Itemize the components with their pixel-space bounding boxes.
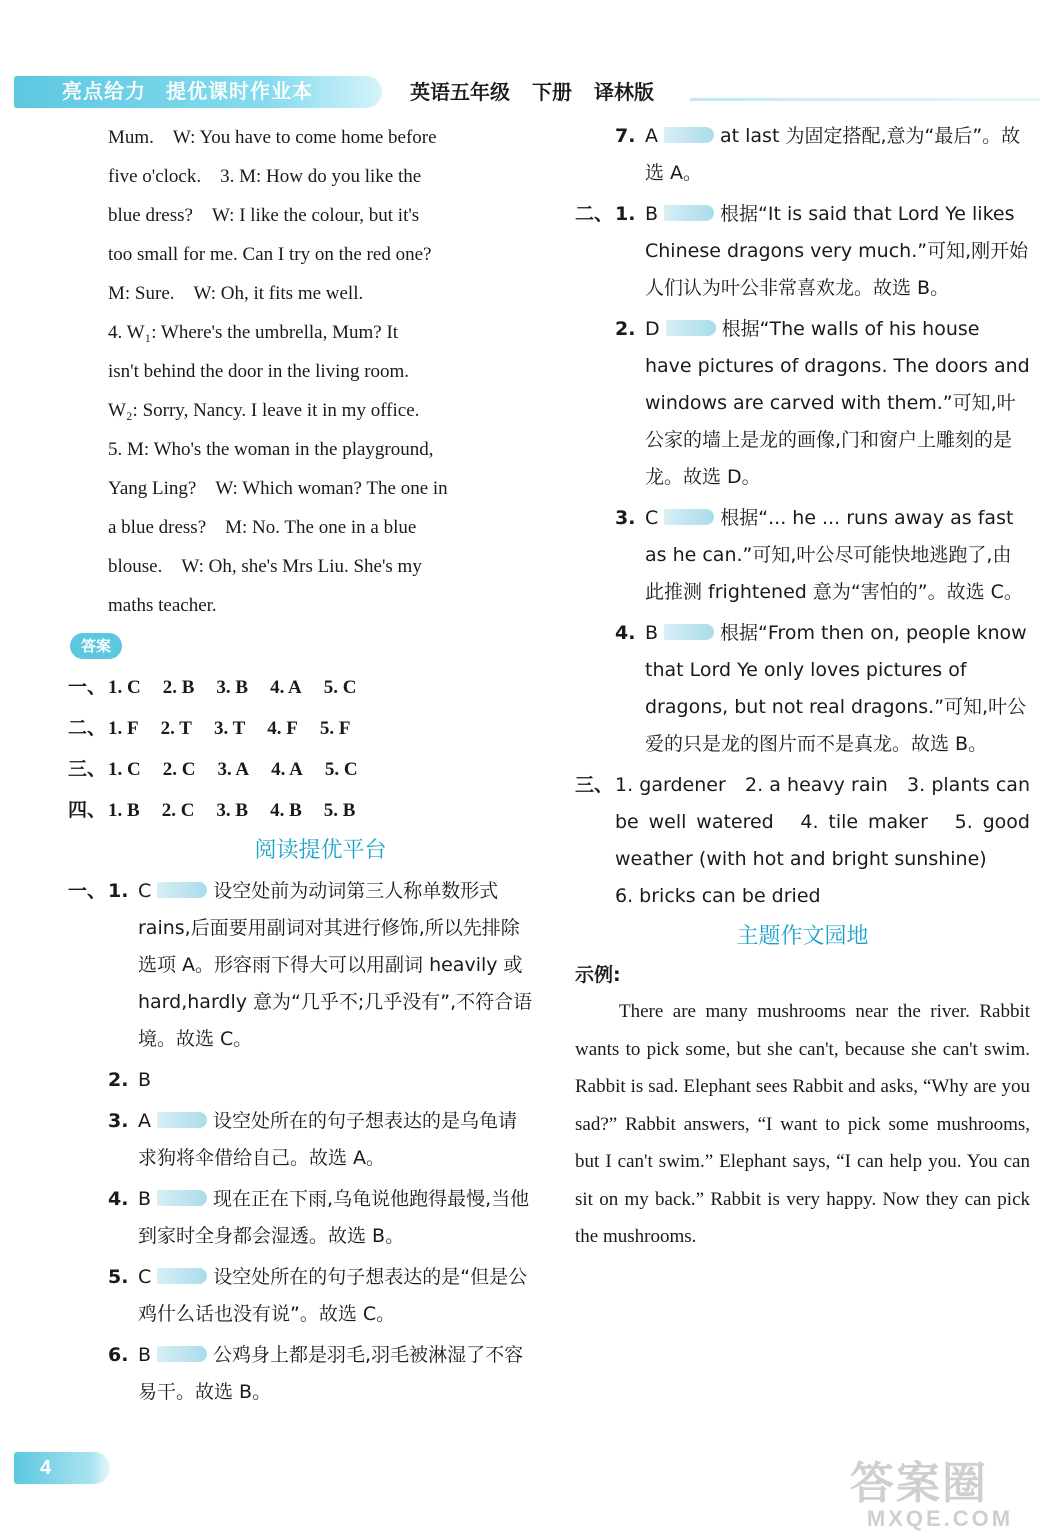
item-option: D — [645, 318, 660, 340]
item-number: 5. — [108, 1266, 129, 1288]
part2-answers — [575, 196, 1030, 763]
answer-item: 1. C — [108, 677, 141, 698]
transcript-line: too small for me. Can I try on the red one? — [108, 244, 432, 265]
book-edition: 译林版 — [594, 80, 654, 104]
reading-item — [108, 1062, 533, 1099]
transcript-line: Mum. W: You have to come home before — [108, 127, 437, 148]
item-number: 7. — [615, 125, 636, 147]
item-explanation: 根据“From then on, people know that Lord Ye only loves pictures of dragons, but not real dragons.”可知,叶公爱的只是龙的图片而不是真龙。故选 B。 — [645, 622, 1027, 755]
reading-item — [108, 1103, 533, 1177]
transcript-line: M: Sure. W: Oh, it fits me well. — [108, 283, 364, 304]
page-number: 4 — [14, 1452, 110, 1484]
item-explanation: 设空处所在的句子想表达的是乌龟请求狗将伞借给自己。故选 A。 — [138, 1110, 518, 1169]
watermark-url: MXQE.COM — [866, 1506, 1014, 1531]
item-option: B — [645, 622, 659, 644]
book-title — [410, 76, 676, 108]
watermark-logo — [850, 1460, 1030, 1530]
item-number: 4. — [615, 622, 636, 644]
item-option: C — [138, 880, 152, 902]
answer-row-label: 四、 — [68, 799, 107, 821]
answer-item: 3. B — [216, 677, 249, 698]
section-title-reading: 阅读提优平台 — [254, 838, 387, 863]
answer-row — [68, 749, 533, 790]
item-number: 2. — [615, 318, 636, 340]
item-number: 6. — [108, 1344, 129, 1366]
section-title-writing: 主题作文园地 — [736, 924, 869, 949]
answer-item: 2. C — [162, 759, 196, 780]
item-option: C — [138, 1266, 152, 1288]
transcript-line: 4. W₁: Where's the umbrella, Mum? It — [108, 322, 399, 343]
reading-item — [108, 1181, 533, 1255]
brand-banner — [14, 76, 382, 108]
answer-row — [68, 667, 533, 708]
analysis-tag-icon — [664, 127, 714, 143]
answer-item: 4. A — [270, 677, 302, 698]
item-number: 3. — [615, 507, 636, 529]
book-term: 下册 — [532, 80, 572, 104]
answer-item: 5. B — [323, 800, 356, 821]
part3-last: 6. bricks can be dried — [615, 885, 821, 907]
answer-item: 1. B — [108, 800, 140, 821]
analysis-tag-icon — [157, 1190, 207, 1206]
answer-item: 3. B — [216, 800, 249, 821]
part2-item — [615, 311, 1030, 496]
answer-row-label: 二、 — [68, 717, 107, 739]
reading-item — [108, 1337, 533, 1411]
item-number: 4. — [108, 1188, 129, 1210]
answer-item: 4. F — [267, 718, 298, 739]
answer-item: 2. T — [160, 718, 192, 739]
page-header — [0, 70, 1055, 112]
item-explanation: 现在正在下雨,乌龟说他跑得最慢,当他到家时全身都会湿透。故选 B。 — [138, 1188, 530, 1247]
transcript-line: isn't behind the door in the living room. — [108, 361, 410, 382]
analysis-tag-icon — [664, 205, 714, 221]
item-explanation: 根据“... he ... runs away as fast as he can.”可知,叶公尽可能快地逃跑了,由此推测 frightened 意为“害怕的”。故选 C。 — [645, 507, 1023, 603]
answer-item: 4. A — [271, 759, 303, 780]
transcript-line: blue dress? W: I like the colour, but it's — [108, 205, 420, 226]
brand-name: 亮点给力 — [62, 81, 146, 103]
item-explanation: 根据“It is said that Lord Ye likes Chinese dragons very much.”可知,刚开始人们认为叶公非常喜欢龙。故选 B。 — [645, 203, 1029, 299]
part3-label: 三、 — [575, 774, 614, 796]
item-option: B — [138, 1344, 152, 1366]
item-explanation: 设空处所在的句子想表达的是“但是公鸡什么话也没有说”。故选 C。 — [138, 1266, 528, 1325]
part3-text: 1. gardener 2. a heavy rain 3. plants can be well watered 4. tile maker 5. good weather (with hot and bright sunshine) — [615, 774, 1030, 870]
item-option: B — [645, 203, 659, 225]
item-option: A — [138, 1110, 151, 1132]
watermark-text: 答案圈 — [850, 1458, 988, 1509]
answer-row-label: 三、 — [68, 758, 107, 780]
answer-item: 5. C — [324, 759, 358, 780]
right-column — [575, 118, 1030, 1256]
answer-item: 2. B — [162, 677, 195, 698]
item-number: 3. — [108, 1110, 129, 1132]
example-label: 示例: — [575, 964, 621, 986]
item-option: B — [138, 1069, 152, 1091]
book-subject: 英语五年级 — [410, 80, 510, 104]
answer-row-label: 一、 — [68, 676, 107, 698]
part3-answers — [575, 767, 1030, 915]
analysis-tag-icon — [157, 1346, 207, 1362]
analysis-tag-icon — [664, 624, 714, 640]
answer-item: 5. F — [319, 718, 351, 739]
item-option: C — [645, 507, 659, 529]
answer-row — [68, 708, 533, 749]
answer-item: 3. T — [213, 718, 246, 739]
transcript-line: maths teacher. — [108, 595, 217, 616]
item-explanation: 根据“The walls of his house have pictures of dragons. The doors and windows are carved with them.”可知,叶公家的墙上是龙的画像,门和窗户上雕刻的是龙。故选 D。 — [645, 318, 1030, 488]
sample-essay: There are many mushrooms near the river. Rabbit wants to pick some, but she can't, because she can't swim. Rabbit is sad. Elephant sees Rabbit and asks, “Why are you sad?” Rabbit answers, “I want to pick some mushrooms, but I can't swim.” Elephant says, “I can help you. You can sit on my back.” Rabbit is very happy. Now they can pick the mushrooms. — [575, 1001, 1030, 1247]
transcript-line: blouse. W: Oh, she's Mrs Liu. She's my — [108, 556, 422, 577]
answer-item: 4. B — [270, 800, 302, 821]
analysis-tag-icon — [664, 509, 714, 525]
reading-item-7 — [615, 118, 1030, 192]
analysis-tag-icon — [157, 1268, 207, 1284]
part2-item — [615, 196, 1030, 307]
analysis-tag-icon — [666, 320, 716, 336]
answer-badge: 答案 — [70, 633, 122, 659]
answer-item: 3. A — [217, 759, 250, 780]
answer-key — [68, 667, 533, 831]
transcript-line: a blue dress? M: No. The one in a blue — [108, 517, 417, 538]
reading-group-label: 一、 — [68, 880, 107, 902]
reading-item — [108, 1259, 533, 1333]
item-explanation: 公鸡身上都是羽毛,羽毛被淋湿了不容易干。故选 B。 — [138, 1344, 524, 1403]
transcript-line: W₂: Sorry, Nancy. I leave it in my office. — [108, 400, 420, 421]
answer-item: 5. C — [323, 677, 357, 698]
part2-item — [615, 500, 1030, 611]
item-option: A — [645, 125, 658, 147]
header-divider — [690, 98, 1040, 101]
item-number: 1. — [615, 203, 636, 225]
item-option: B — [138, 1188, 152, 1210]
item-number: 1. — [108, 880, 129, 902]
item-number: 2. — [108, 1069, 129, 1091]
transcript-line: 5. M: Who's the woman in the playground, — [108, 439, 434, 460]
listening-transcript — [108, 118, 533, 625]
answer-item: 1. F — [108, 718, 139, 739]
transcript-line: Yang Ling? W: Which woman? The one in — [108, 478, 448, 499]
part2-label: 二、 — [575, 203, 614, 225]
brand-series: 提优课时作业本 — [166, 81, 313, 103]
reading-answers — [68, 873, 533, 1411]
item-explanation: 设空处前为动词第三人称单数形式 rains,后面要用副词对其进行修饰,所以先排除选项 A。形容雨下得大可以用副词 heavily 或 hard,hardly 意为“几乎不;几乎没有”,不符合语境。故选 C。 — [138, 880, 533, 1050]
reading-item — [108, 873, 533, 1058]
answer-item: 2. C — [161, 800, 195, 821]
analysis-tag-icon — [157, 882, 207, 898]
analysis-tag-icon — [157, 1112, 207, 1128]
transcript-line: five o'clock. 3. M: How do you like the — [108, 166, 422, 187]
item-explanation: at last 为固定搭配,意为“最后”。故选 A。 — [645, 125, 1021, 184]
answer-row — [68, 790, 533, 831]
answer-badge-wrap — [70, 633, 533, 663]
answer-item: 1. C — [108, 759, 141, 780]
part2-item — [615, 615, 1030, 763]
left-column — [68, 118, 533, 1411]
